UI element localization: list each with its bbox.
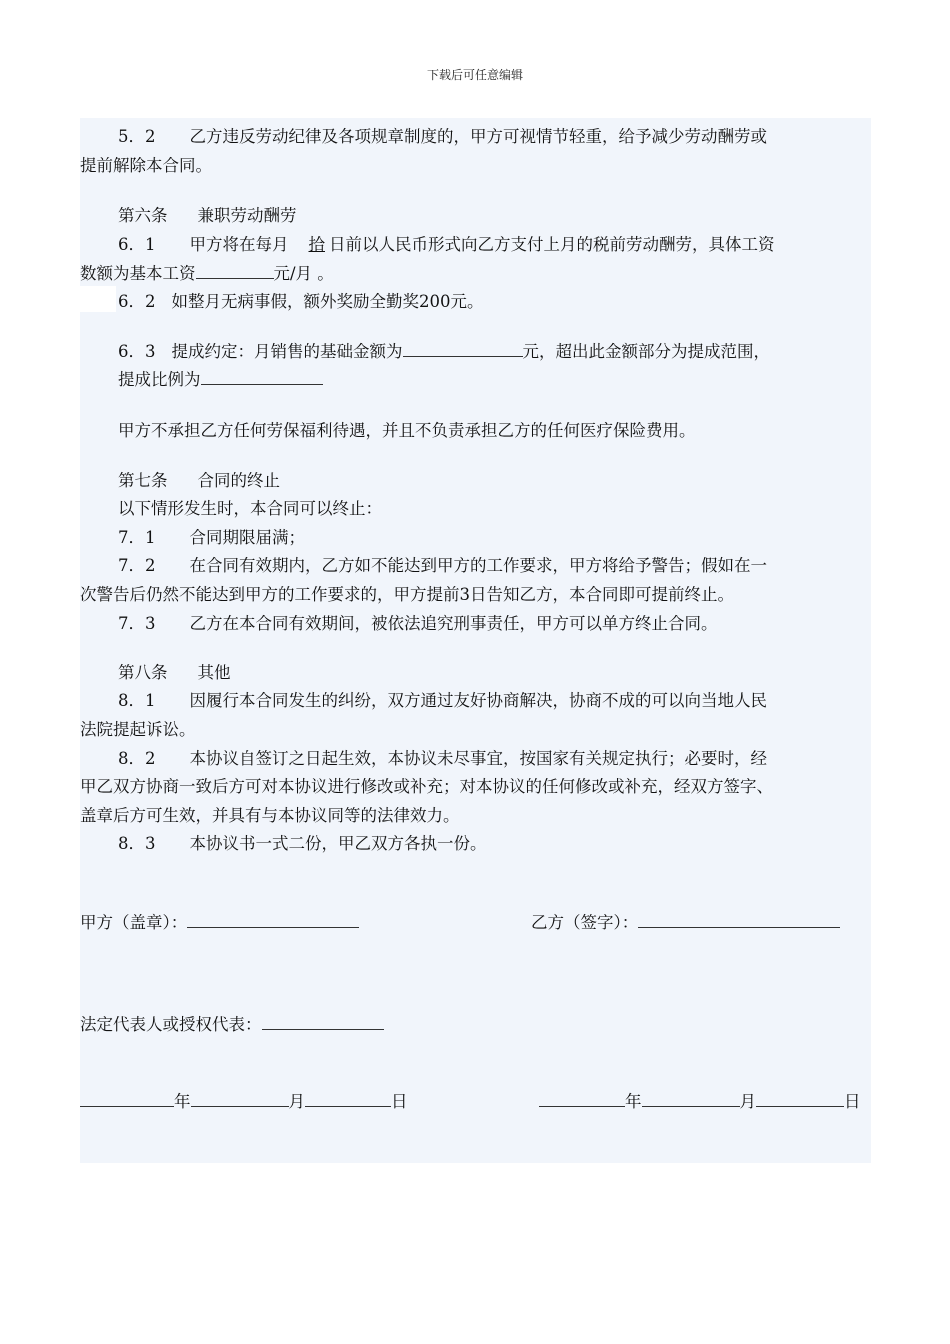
page-header: 下载后可任意编辑: [426, 68, 523, 82]
article-7-intro: 以下情形发生时，本合同可以终止：: [118, 499, 382, 518]
party-a-date: 年 月 日: [80, 1092, 408, 1112]
legal-representative-blank[interactable]: [262, 1015, 384, 1030]
clause-8-3: 8．3 本协议书一式二份，甲乙双方各执一份。: [118, 834, 487, 853]
clause-7-2-line-2: 次警告后仍然不能达到甲方的工作要求的，甲方提前3日告知乙方，本合同即可提前终止。: [80, 585, 734, 604]
party-b-date: 年 月 日: [539, 1092, 861, 1112]
clause-7-1: 7．1 合同期限届满；: [118, 528, 305, 547]
clause-7-2-line-1: 7．2 在合同有效期内，乙方如不能达到甲方的工作要求，甲方将给予警告；假如在一: [118, 556, 767, 575]
clause-8-1-line-1: 8．1 因履行本合同发生的纠纷，双方通过友好协商解决，协商不成的可以向当地人民: [118, 691, 767, 710]
clause-6-2: 6．2 如整月无病事假，额外奖励全勤奖200元。: [118, 292, 484, 311]
party-a-seal: 甲方（盖章）：: [80, 913, 359, 933]
legal-representative: 法定代表人或授权代表：: [80, 1015, 384, 1035]
welfare-note: 甲方不承担乙方任何劳保福利待遇，并且不负责承担乙方的任何医疗保险费用。: [118, 421, 696, 440]
clause-8-2-line-1: 8．2 本协议自签订之日起生效，本协议未尽事宜，按国家有关规定执行；必要时，经: [118, 749, 767, 768]
base-salary-blank[interactable]: [196, 264, 274, 279]
article-7-title: 第七条 合同的终止: [118, 471, 280, 490]
commission-rate-blank[interactable]: [201, 370, 323, 385]
article-6-title: 第六条 兼职劳动酬劳: [118, 206, 297, 225]
clause-5-2-line-2: 提前解除本合同。: [80, 156, 212, 175]
pay-day-field[interactable]: 拾: [308, 235, 325, 254]
clause-6-3-line-2: 提成比例为: [118, 370, 323, 390]
party-b-day-blank[interactable]: [756, 1092, 844, 1107]
party-b-year-blank[interactable]: [539, 1092, 625, 1107]
clause-8-2-line-2: 甲乙双方协商一致后方可对本协议进行修改或补充；对本协议的任何修改或补充，经双方签字、: [80, 777, 773, 796]
party-b-signature: 乙方（签字）：: [531, 913, 840, 933]
article-8-title: 第八条 其他: [118, 663, 231, 682]
party-a-month-blank[interactable]: [191, 1092, 289, 1107]
clause-8-2-line-3: 盖章后方可生效，并具有与本协议同等的法律效力。: [80, 806, 460, 825]
highlight-gap: [80, 286, 116, 312]
party-a-year-blank[interactable]: [80, 1092, 174, 1107]
party-b-signature-blank[interactable]: [638, 913, 840, 928]
clause-6-1-line-1: 6．1 甲方将在每月 拾 日前以人民币形式向乙方支付上月的税前劳动酬劳，具体工资: [118, 235, 775, 254]
clause-8-1-line-2: 法院提起诉讼。: [80, 720, 196, 739]
clause-5-2-line-1: 5．2 乙方违反劳动纪律及各项规章制度的，甲方可视情节轻重，给予减少劳动酬劳或: [118, 127, 767, 146]
party-a-day-blank[interactable]: [305, 1092, 391, 1107]
clause-6-1-line-2: 数额为基本工资 元/月 。: [80, 264, 334, 283]
clause-7-3: 7．3 乙方在本合同有效期间，被依法追究刑事责任，甲方可以单方终止合同。: [118, 614, 718, 633]
sales-base-blank[interactable]: [403, 342, 523, 357]
party-a-seal-blank[interactable]: [187, 913, 359, 928]
party-b-month-blank[interactable]: [642, 1092, 740, 1107]
clause-6-3-line-1: 6．3 提成约定：月销售的基础金额为 元，超出此金额部分为提成范围，: [118, 342, 770, 361]
